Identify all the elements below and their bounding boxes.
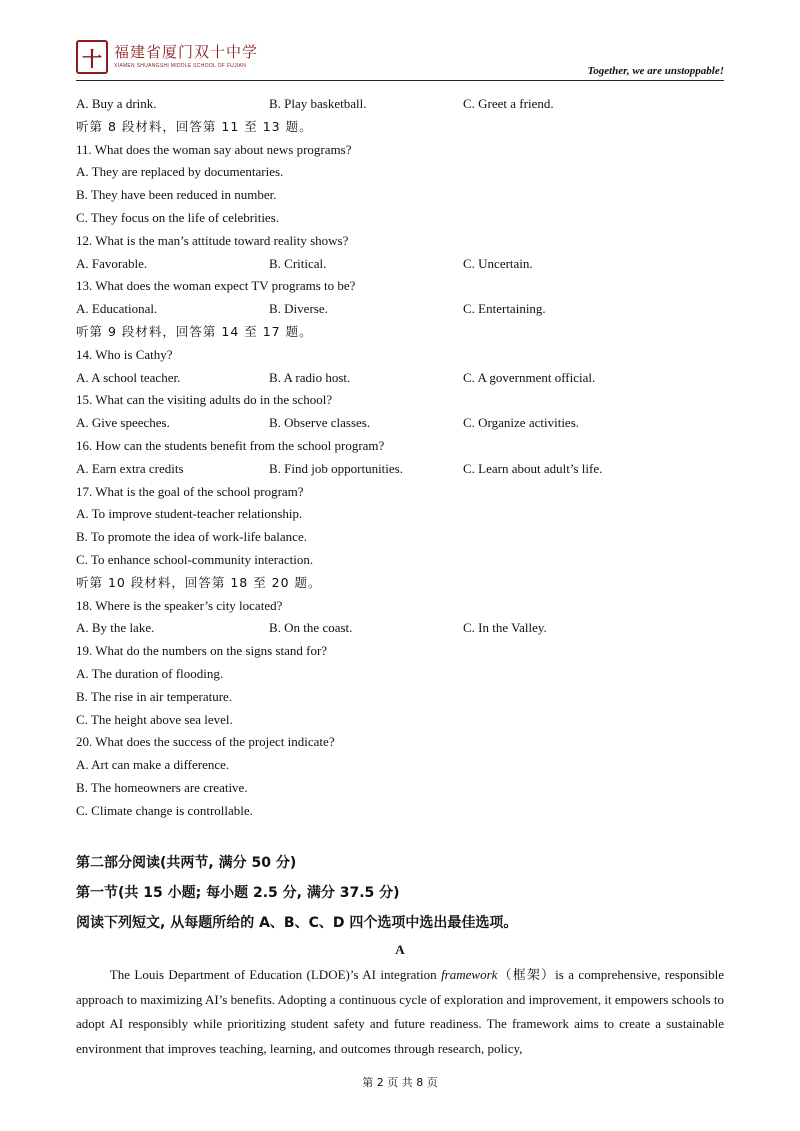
listening-instruction: 听第 10 段材料，回答第 18 至 20 题。: [76, 574, 322, 590]
question-line: A. They are replaced by documentaries.: [76, 164, 284, 180]
option-row: [76, 617, 724, 640]
page-number: 第 2 页 共 8 页: [362, 1076, 438, 1089]
question-line: 13. What does the woman expect TV programs to be?: [76, 278, 356, 294]
passage-title: A: [395, 942, 405, 957]
section-part-title: 第二部分阅读(共两节, 满分 50 分): [76, 855, 297, 871]
option-row: [76, 412, 724, 435]
option-a: A. Favorable.: [76, 255, 148, 271]
question-line: B. They have been reduced in number.: [76, 187, 277, 203]
question-line: C. Climate change is controllable.: [76, 802, 253, 818]
question-line: 20. What does the success of the project indicate?: [76, 734, 335, 750]
passage-italic-term: framework: [441, 967, 498, 982]
option-row: [76, 298, 724, 321]
school-emblem-icon: 十: [76, 40, 108, 74]
question-line: 19. What do the numbers on the signs stand for?: [76, 643, 328, 659]
option-a: A. By the lake.: [76, 620, 155, 636]
question-line: A. The duration of flooding.: [76, 665, 224, 681]
option-a: A. A school teacher.: [76, 369, 181, 385]
question-line: C. The height above sea level.: [76, 711, 233, 727]
header-divider: [76, 80, 724, 81]
question-line: 16. How can the students benefit from the school program?: [76, 437, 385, 453]
question-line: A. To improve student-teacher relationship.: [76, 506, 303, 522]
option-c: C. Entertaining.: [463, 301, 546, 317]
option-b: B. Diverse.: [269, 301, 328, 317]
question-line: 14. Who is Cathy?: [76, 346, 173, 362]
question-line: 17. What is the goal of the school program?: [76, 483, 304, 499]
question-line: B. The rise in air temperature.: [76, 688, 233, 704]
option-b: B. On the coast.: [269, 620, 353, 636]
option-a: A. Give speeches.: [76, 415, 170, 431]
question-line: 11. What does the woman say about news programs?: [76, 141, 352, 157]
option-b: B. Find job opportunities.: [269, 460, 403, 476]
option-b: B. Play basketball.: [269, 96, 367, 111]
question-line: B. The homeowners are creative.: [76, 779, 248, 795]
question-line: C. They focus on the life of celebrities.: [76, 209, 280, 225]
school-name-en: XIAMEN SHUANGSHI MIDDLE SCHOOL OF FUJIAN: [114, 63, 247, 69]
option-b: B. A radio host.: [269, 369, 351, 385]
school-name-cn: 福建省厦门双十中学: [114, 45, 259, 61]
option-b: B. Observe classes.: [269, 415, 371, 431]
option-row: [76, 253, 724, 276]
school-motto: Together, we are unstoppable!: [587, 65, 724, 77]
option-c: C. Learn about adult’s life.: [463, 460, 603, 476]
option-c: C. Organize activities.: [463, 415, 580, 431]
question-line: B. To promote the idea of work-life balance.: [76, 529, 307, 545]
school-logo: [76, 40, 258, 74]
option-c: C. In the Valley.: [463, 620, 547, 636]
question-line: 18. Where is the speaker’s city located?: [76, 597, 283, 613]
passage-text-pre: The Louis Department of Education (LDOE)’s AI integration: [109, 967, 442, 982]
passage-paragraph: [76, 963, 724, 1061]
option-row: [76, 367, 724, 390]
option-row: [76, 93, 724, 116]
option-c: C. Greet a friend.: [463, 96, 554, 111]
option-a: A. Earn extra credits: [76, 460, 184, 476]
listening-instruction: 听第 8 段材料，回答第 11 至 13 题。: [76, 118, 313, 134]
section-sub-title: 第一节(共 15 小题; 每小题 2.5 分, 满分 37.5 分): [76, 885, 400, 901]
question-line: 12. What is the man’s attitude toward reality shows?: [76, 232, 349, 248]
section-instruction: 阅读下列短文, 从每题所给的 A、B、C、D 四个选项中选出最佳选项。: [76, 915, 518, 931]
question-line: C. To enhance school-community interaction.: [76, 551, 314, 567]
listening-questions: [76, 93, 724, 823]
listening-instruction: 听第 9 段材料，回答第 14 至 17 题。: [76, 323, 313, 339]
option-c: C. Uncertain.: [463, 255, 533, 271]
option-a: A. Buy a drink.: [76, 96, 157, 111]
option-c: C. A government official.: [463, 369, 596, 385]
passage-text-post: （框架）is a comprehensive, responsible approach to maximizing AI’s benefits. Adopting a continuous cycle of exploration and improvement, it empowers schools to adopt AI responsibly while prioritizing student safety and future readiness. The framework aims to create a sustainable environment that improves teaching, learning, and outcomes through research, policy,: [76, 967, 724, 1056]
option-row: [76, 458, 724, 481]
question-line: 15. What can the visiting adults do in the school?: [76, 392, 333, 408]
question-line: A. Art can make a difference.: [76, 757, 230, 773]
option-b: B. Critical.: [269, 255, 327, 271]
page-header: [76, 40, 724, 82]
option-a: A. Educational.: [76, 301, 158, 317]
